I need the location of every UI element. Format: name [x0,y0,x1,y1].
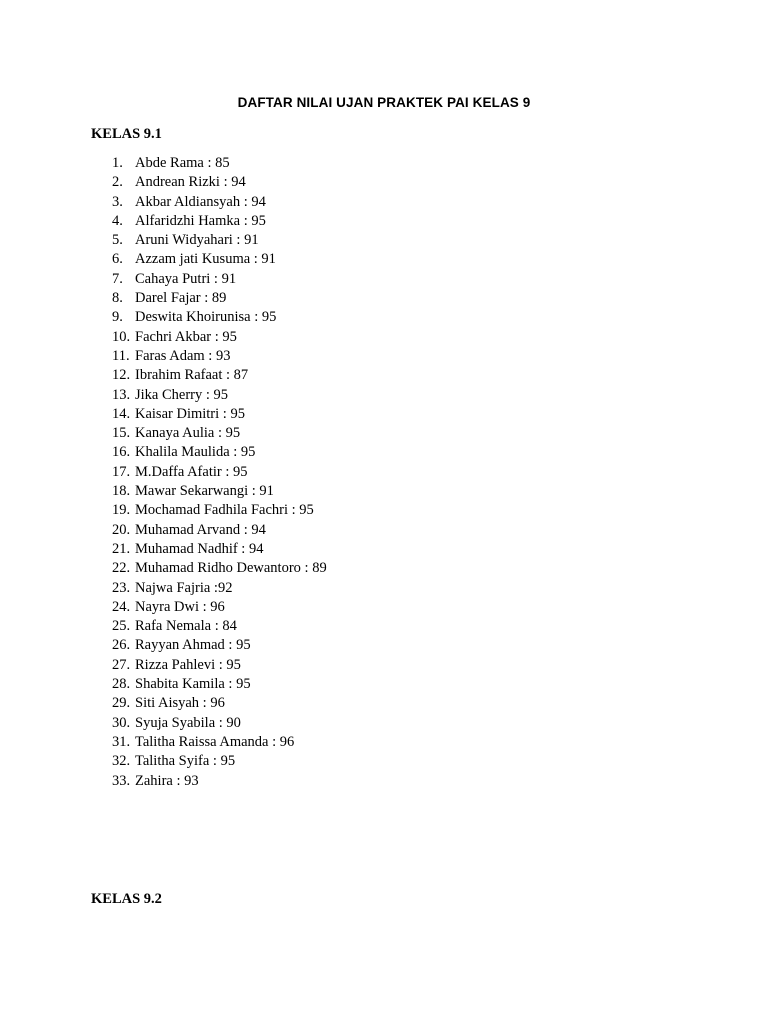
list-item-text: Kanaya Aulia : 95 [135,425,241,442]
list-item-text: Rayyan Ahmad : 95 [135,637,251,654]
list-item-number: 15. [112,425,131,442]
list-item-number: 4. [112,212,123,229]
list-item-text: Rafa Nemala : 84 [135,618,237,635]
list-item-number: 3. [112,193,123,210]
list-item-text: Najwa Fajria :92 [135,579,233,596]
list-item-text: Alfaridzhi Hamka : 95 [135,212,266,229]
list-item-text: Muhamad Ridho Dewantoro : 89 [135,560,327,577]
list-item-number: 30. [112,714,131,731]
list-item-text: Fachri Akbar : 95 [135,328,237,345]
list-item-number: 8. [112,290,123,307]
list-item-text: M.Daffa Afatir : 95 [135,463,248,480]
list-item-text: Talitha Syifa : 95 [135,753,236,770]
list-item-text: Azzam jati Kusuma : 91 [135,251,276,268]
list-item-number: 31. [112,733,131,750]
list-item-text: Zahira : 93 [135,772,199,789]
list-item-number: 2. [112,174,123,191]
list-item-number: 26. [112,637,131,654]
document-title: DAFTAR NILAI UJAN PRAKTEK PAI KELAS 9 [237,95,531,110]
list-item-number: 29. [112,695,131,712]
list-item-text: Khalila Maulida : 95 [135,444,256,461]
list-item-text: Siti Aisyah : 96 [135,695,225,712]
list-item-text: Cahaya Putri : 91 [135,270,237,287]
list-item-text: Nayra Dwi : 96 [135,598,225,615]
list-item-number: 16. [112,444,131,461]
list-item-text: Faras Adam : 93 [135,347,231,364]
list-item-text: Muhamad Nadhif : 94 [135,540,264,557]
list-item-text: Ibrahim Rafaat : 87 [135,367,249,384]
list-item-text: Mawar Sekarwangi : 91 [135,483,274,500]
list-item-number: 5. [112,232,123,249]
list-item-number: 6. [112,251,123,268]
list-item-number: 25. [112,618,131,635]
list-item-number: 1. [112,155,123,171]
list-item-text: Rizza Pahlevi : 95 [135,656,241,673]
list-item-text: Akbar Aldiansyah : 94 [135,193,266,210]
list-item-text: Shabita Kamila : 95 [135,676,251,693]
list-item-text: Aruni Widyahari : 91 [135,232,259,249]
list-item-number: 10. [112,328,131,345]
list-item-text: Kaisar Dimitri : 95 [135,405,245,422]
list-item-number: 20. [112,521,131,538]
list-item-number: 19. [112,502,131,519]
section-heading-kelas-9-1: KELAS 9.1 [91,126,162,142]
list-item-number: 13. [112,386,131,403]
list-item-text: Deswita Khoirunisa : 95 [135,309,277,326]
list-item-text: Syuja Syabila : 90 [135,714,241,731]
list-item-text: Mochamad Fadhila Fachri : 95 [135,502,314,519]
list-item-text: Darel Fajar : 89 [135,290,227,307]
list-item-text: Abde Rama : 85 [135,155,230,171]
section-heading-kelas-9-2: KELAS 9.2 [91,891,162,907]
list-item-number: 11. [112,347,130,364]
list-item-number: 21. [112,540,131,557]
list-item-number: 9. [112,309,123,326]
list-item-text: Talitha Raissa Amanda : 96 [135,733,295,750]
list-item-number: 33. [112,772,131,789]
list-item-number: 28. [112,676,131,693]
list-item-number: 24. [112,598,131,615]
list-item-number: 17. [112,463,131,480]
list-item-number: 23. [112,579,131,596]
list-item-text: Andrean Rizki : 94 [135,174,246,191]
list-item-number: 27. [112,656,131,673]
list-item-text: Jika Cherry : 95 [135,386,229,403]
list-item-number: 32. [112,753,131,770]
list-item-number: 7. [112,270,123,287]
list-item-number: 22. [112,560,131,577]
list-item-number: 18. [112,483,131,500]
list-item-number: 14. [112,405,131,422]
list-item-text: Muhamad Arvand : 94 [135,521,266,538]
list-item-number: 12. [112,367,131,384]
